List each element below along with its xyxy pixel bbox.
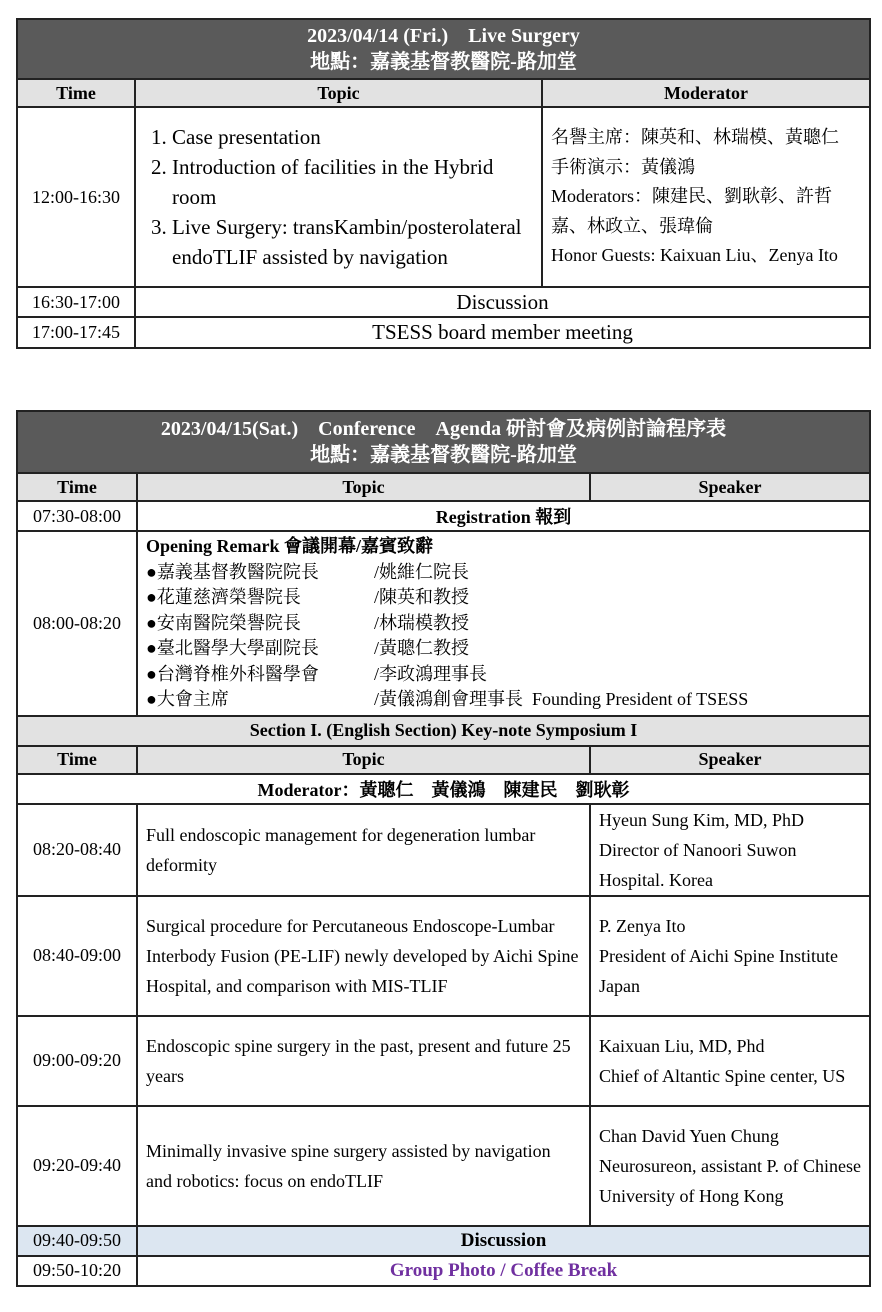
discussion-text: Discussion bbox=[137, 1226, 870, 1256]
registration-text: Registration 報到 bbox=[137, 501, 870, 531]
col-speaker: Speaker bbox=[590, 746, 870, 774]
speaker-name: P. Zenya Ito bbox=[599, 915, 686, 936]
opening-role: ●臺北醫學大學副院長 bbox=[146, 638, 319, 658]
opening-person: /黃聰仁教授 bbox=[374, 638, 470, 658]
speaker-name: Kaixuan Liu, MD, Phd bbox=[599, 1035, 765, 1056]
opening-role: ●大會主席 bbox=[146, 689, 229, 709]
time-cell: 08:40-09:00 bbox=[17, 896, 137, 1016]
time-cell: 17:00-17:45 bbox=[17, 317, 135, 348]
opening-person: /林瑞模教授 bbox=[374, 612, 470, 633]
day1-header bbox=[17, 19, 870, 79]
day2-title: 2023/04/15(Sat.) Conference Agenda 研討會及病例討論程序表 bbox=[160, 418, 727, 440]
talk-speaker bbox=[590, 1106, 870, 1226]
speaker-name: Hyeun Sung Kim, MD, PhD bbox=[599, 809, 805, 830]
opening-person: /李政鴻理事長 bbox=[374, 663, 488, 684]
talk-speaker bbox=[590, 804, 870, 896]
coffee-break-text: Group Photo / Coffee Break bbox=[137, 1256, 870, 1286]
moderator-row: Moderator：黃聰仁 黃儀鴻 陳建民 劉耿彰 bbox=[17, 774, 870, 804]
opening-role: ●花蓮慈濟榮譽院長 bbox=[146, 587, 301, 607]
moderator-line: 手術演示：黃儀鴻 bbox=[551, 156, 695, 177]
opening-item bbox=[146, 560, 861, 586]
topic-list bbox=[144, 122, 533, 272]
opening-item bbox=[146, 636, 861, 662]
day2-venue: 地點：嘉義基督教醫院-路加堂 bbox=[310, 444, 577, 466]
session-text: TSESS board member meeting bbox=[135, 317, 870, 348]
topic-cell bbox=[135, 107, 542, 287]
col-topic: Topic bbox=[137, 746, 590, 774]
col-speaker: Speaker bbox=[590, 473, 870, 501]
talk-topic: Surgical procedure for Percutaneous Endoscope-Lumbar Interbody Fusion (PE-LIF) newly developed by Aichi Spine Hospital, and comparison with MIS-TLIF bbox=[137, 896, 590, 1016]
topic-item: 1. Case presentation bbox=[172, 122, 533, 152]
day2-header bbox=[17, 411, 870, 473]
opening-role: ●安南醫院榮譽院長 bbox=[146, 612, 301, 633]
moderator-line: Moderators：陳建民、劉耿彰、許哲嘉、林政立、張瑋倫 bbox=[551, 186, 832, 236]
moderator-cell bbox=[542, 107, 870, 287]
time-cell: 07:30-08:00 bbox=[17, 501, 137, 531]
opening-extra: Founding President of TSESS bbox=[532, 689, 749, 709]
opening-person: /黃儀鴻創會理事長 bbox=[374, 689, 524, 709]
col-topic: Topic bbox=[137, 473, 590, 501]
opening-item bbox=[146, 611, 861, 637]
col-topic: Topic bbox=[135, 79, 542, 107]
topic-item: 2. Introduction of facilities in the Hybrid room bbox=[172, 152, 533, 212]
opening-item bbox=[146, 585, 861, 611]
time-cell: 08:20-08:40 bbox=[17, 804, 137, 896]
speaker-name: Chan David Yuen Chung bbox=[599, 1125, 779, 1146]
session-text: Discussion bbox=[135, 287, 870, 317]
time-cell: 09:40-09:50 bbox=[17, 1226, 137, 1256]
speaker-affiliation: Director of Nanoori Suwon Hospital. Korea bbox=[599, 839, 797, 890]
opening-remark-cell bbox=[137, 531, 870, 716]
opening-person: /陳英和教授 bbox=[374, 587, 470, 607]
moderator-line: 名譽主席：陳英和、林瑞模、黃聰仁 bbox=[551, 127, 839, 148]
time-cell: 12:00-16:30 bbox=[17, 107, 135, 287]
speaker-affiliation: Neurosureon, assistant P. of Chinese University of Hong Kong bbox=[599, 1155, 861, 1206]
talk-speaker bbox=[590, 1016, 870, 1106]
topic-item: 3. Live Surgery: transKambin/posterolateral endoTLIF assisted by navigation bbox=[172, 212, 533, 272]
col-time: Time bbox=[17, 746, 137, 774]
opening-item bbox=[146, 662, 861, 688]
talk-topic: Minimally invasive spine surgery assisted by navigation and robotics: focus on endoTLIF bbox=[137, 1106, 590, 1226]
opening-item bbox=[146, 687, 861, 713]
talk-speaker bbox=[590, 896, 870, 1016]
time-cell: 09:00-09:20 bbox=[17, 1016, 137, 1106]
time-cell: 16:30-17:00 bbox=[17, 287, 135, 317]
col-moderator: Moderator bbox=[542, 79, 870, 107]
speaker-affiliation: Chief of Altantic Spine center, US bbox=[599, 1065, 846, 1086]
opening-role: ●台灣脊椎外科醫學會 bbox=[146, 663, 319, 684]
col-time: Time bbox=[17, 79, 135, 107]
day1-title: 2023/04/14 (Fri.) Live Surgery bbox=[307, 25, 580, 47]
section-title: Section I. (English Section) Key-note Symposium I bbox=[17, 716, 870, 746]
conference-agenda-table bbox=[16, 410, 871, 1287]
talk-topic: Full endoscopic management for degeneration lumbar deformity bbox=[137, 804, 590, 896]
time-cell: 09:50-10:20 bbox=[17, 1256, 137, 1286]
opening-heading: Opening Remark 會議開幕/嘉賓致辭 bbox=[146, 536, 434, 556]
time-cell: 08:00-08:20 bbox=[17, 531, 137, 716]
opening-role: ●嘉義基督教醫院院長 bbox=[146, 561, 319, 582]
col-time: Time bbox=[17, 473, 137, 501]
speaker-affiliation: President of Aichi Spine Institute Japan bbox=[599, 945, 838, 996]
day1-venue: 地點：嘉義基督教醫院-路加堂 bbox=[310, 51, 577, 73]
talk-topic: Endoscopic spine surgery in the past, present and future 25 years bbox=[137, 1016, 590, 1106]
opening-person: /姚維仁院長 bbox=[374, 561, 470, 582]
time-cell: 09:20-09:40 bbox=[17, 1106, 137, 1226]
live-surgery-table bbox=[16, 18, 871, 349]
moderator-line: Honor Guests: Kaixuan Liu、Zenya Ito bbox=[551, 245, 838, 266]
